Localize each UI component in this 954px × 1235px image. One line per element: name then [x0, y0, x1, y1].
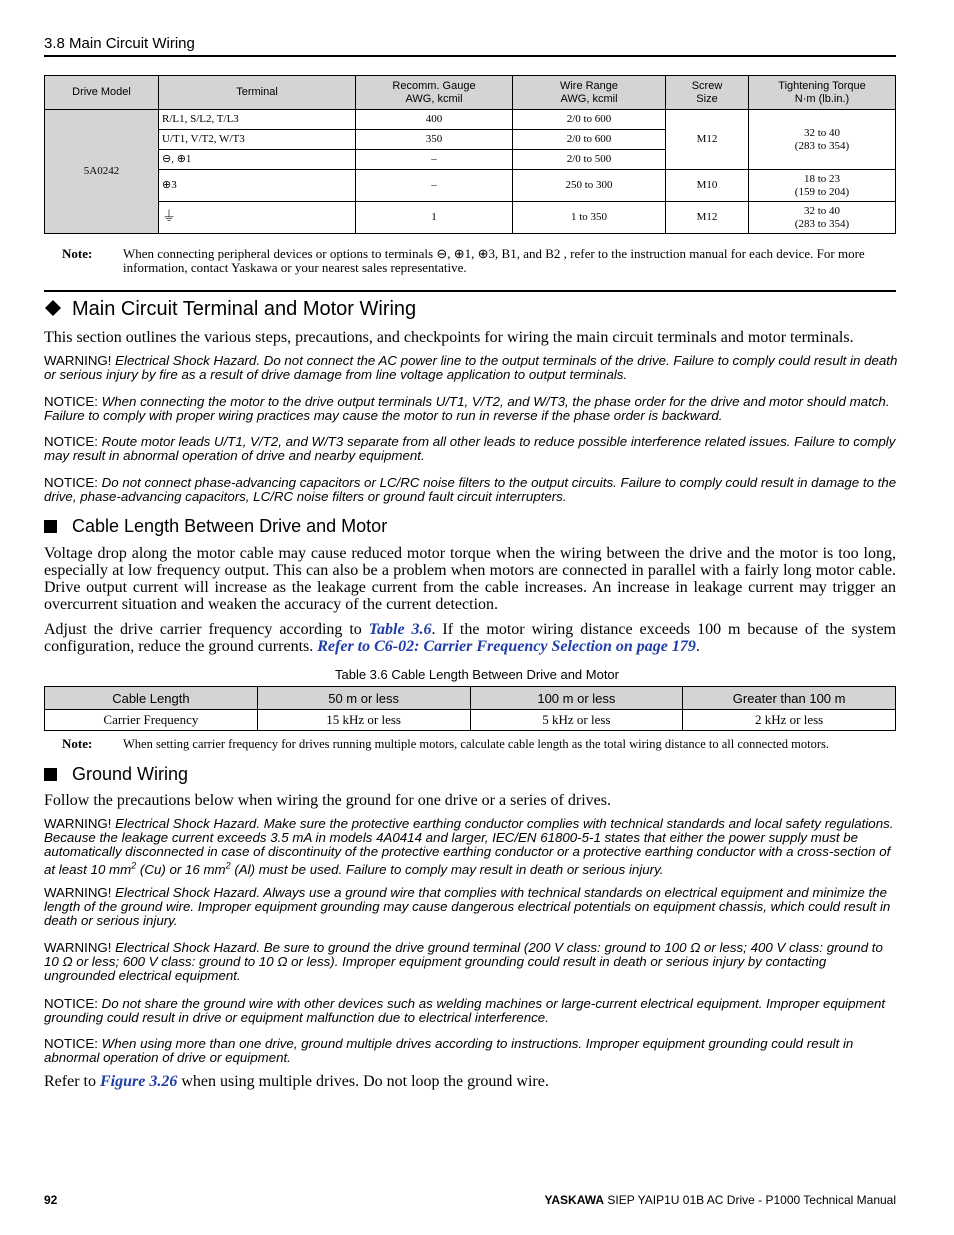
- notice-text: Route motor leads U/T1, V/T2, and W/T3 separate from all other leads to reduce possible interference related issues. Failure to comply may result in abnormal operation of drive and nearby equipment.: [44, 434, 896, 463]
- col-gauge: [356, 76, 513, 110]
- cell-100m: 5 kHz or less: [470, 710, 683, 731]
- gauge-cell: 1: [356, 202, 513, 234]
- drive-model-cell: 5A0242: [45, 110, 159, 234]
- col-cable-length: Cable Length: [45, 687, 258, 710]
- square-bullet-icon: [44, 768, 57, 781]
- torque-inlb: (283 to 354): [794, 217, 850, 230]
- col-drive-model: Drive Model: [45, 76, 159, 110]
- col-100m: 100 m or less: [470, 687, 683, 710]
- warning-text: [44, 816, 893, 877]
- torque-value: 32 to 40: [803, 204, 841, 217]
- row-label: Carrier Frequency: [45, 710, 258, 731]
- section-rule: [44, 290, 896, 292]
- warning-label: WARNING!: [44, 353, 112, 368]
- figure-3-26-link[interactable]: Figure 3.26: [99, 1073, 178, 1090]
- notice-block: [44, 1037, 898, 1065]
- table-header-row: [45, 687, 896, 710]
- ground-section-title: Ground Wiring: [72, 764, 189, 784]
- notice-label: NOTICE:: [44, 1036, 98, 1051]
- terminal-cell: ⊕3: [159, 170, 356, 202]
- cell-50m: 15 kHz or less: [257, 710, 470, 731]
- table-row: [45, 110, 896, 130]
- torque-line1: Tightening Torque: [778, 79, 866, 92]
- notice-text: Do not connect phase-advancing capacitors or LC/RC noise filters to the output circuits. Failure to comply could result in damage to the drive, phase-advancing capacitors, LC/RC noise filters or ground fault circuit interrupters.: [44, 475, 897, 504]
- header-rule: [44, 55, 896, 57]
- warning-text: Electrical Shock Hazard. Be sure to ground the drive ground terminal (200 V class: ground to 100 Ω or less; 400 V class: ground to 10 Ω or less; 600 V class: ground to 10 Ω or less). Improper equipment grounding could result in death or serious injury by contacting ungrounded electrical equipment.: [44, 940, 883, 983]
- footer-manual-title: [544, 1193, 896, 1207]
- superscript: 2: [131, 861, 137, 871]
- range-line1: Wire Range: [559, 79, 619, 92]
- ground-terminal-icon: ⏚: [159, 202, 356, 234]
- table-header-row: [45, 76, 896, 110]
- screw-cell: M12: [666, 202, 749, 234]
- c6-02-link[interactable]: Refer to C6-02: Carrier Frequency Selection on page 179: [317, 638, 696, 655]
- cable-para-1: Voltage drop along the motor cable may cause reduced motor torque when the wiring between the drive and the motor is too long, especially at low frequency output. This can also be a problem when motors are connected in parallel with a fairly long motor cable. Drive output current will increase as the leakage current from the cable increases. An increase in leakage current may trigger an overcurrent situation and weaken the accuracy of the current detection.: [44, 545, 896, 613]
- col-screw: [666, 76, 749, 110]
- torque-inlb: (283 to 354): [794, 139, 850, 152]
- page-number: 92: [44, 1193, 58, 1207]
- note-label: Note:: [62, 246, 93, 261]
- cable-para-2-b: . If the motor wiring distance exceeds 100 m because of the system configuration, reduce the ground currents.: [44, 621, 897, 655]
- col-50m: 50 m or less: [257, 687, 470, 710]
- table-row: [45, 202, 896, 234]
- superscript: 2: [225, 861, 231, 871]
- cable-section-heading: [44, 516, 387, 537]
- ground-intro: Follow the precautions below when wiring the ground for one drive or a series of drives.: [44, 792, 611, 809]
- gauge-cell: –: [356, 150, 513, 170]
- footer-manual: SIEP YAIP1U 01B AC Drive - P1000 Technical Manual: [604, 1193, 896, 1207]
- main-section-heading: [44, 298, 416, 321]
- main-section-title: Main Circuit Terminal and Motor Wiring: [72, 298, 417, 320]
- col-terminal: Terminal: [159, 76, 356, 110]
- notice-label: NOTICE:: [44, 996, 98, 1011]
- section-header-title: 3.8 Main Circuit Wiring: [44, 35, 195, 52]
- warning-block: [44, 817, 898, 877]
- cable-para-2: [44, 621, 896, 655]
- terminal-cell: U/T1, V/T2, W/T3: [159, 130, 356, 150]
- warning-block: [44, 354, 898, 382]
- warning-text-a: Electrical Shock Hazard. Make sure the protective earthing conductor complies with technical standards and local safety regulations. Because the leakage current exceeds 3.5 mA in models 4A0414 and larger, IEC/EN 61800-5-1 states that either the power supply must be automatically disconnected in case of discontinuity of the protective earthing conductor or a protective earthing conductor with a cross-section of at least 10 mm: [44, 816, 894, 878]
- ground-closing: [44, 1073, 896, 1090]
- torque-cell: [749, 110, 896, 170]
- cell-over-100m: 2 kHz or less: [683, 710, 896, 731]
- terminal-cell: R/L1, S/L2, T/L3: [159, 110, 356, 130]
- torque-inlb: (159 to 204): [794, 185, 850, 198]
- cable-length-table: [44, 686, 896, 731]
- notice-label: NOTICE:: [44, 394, 98, 409]
- gauge-line2: AWG, kcmil: [405, 92, 463, 105]
- terminal-cell: ⊖, ⊕1: [159, 150, 356, 170]
- range-cell: 1 to 350: [513, 202, 666, 234]
- torque-cell: [749, 202, 896, 234]
- notice-block: [44, 476, 898, 504]
- notice-block: [44, 435, 898, 463]
- range-cell: 2/0 to 600: [513, 130, 666, 150]
- cable-para-2-c: .: [695, 638, 700, 655]
- wire-spec-table: [44, 75, 896, 234]
- warning-label: WARNING!: [44, 885, 112, 900]
- gauge-line1: Recomm. Gauge: [392, 79, 476, 92]
- screw-line1: Screw: [691, 79, 723, 92]
- table-row: [45, 710, 896, 731]
- table-3-6-link[interactable]: Table 3.6: [368, 621, 432, 638]
- torque-value: 18 to 23: [803, 172, 841, 185]
- warning-block: [44, 941, 898, 983]
- cable-section-title: Cable Length Between Drive and Motor: [72, 516, 388, 536]
- range-cell: 250 to 300: [513, 170, 666, 202]
- warning-text-c: (Al) must be used. Failure to comply may result in death or serious injury.: [230, 862, 664, 878]
- warning-block: [44, 886, 898, 928]
- notice-block: [44, 395, 898, 423]
- screw-line2: Size: [696, 92, 718, 105]
- notice-label: NOTICE:: [44, 475, 98, 490]
- ground-section-heading: [44, 764, 188, 785]
- torque-cell: [749, 170, 896, 202]
- warning-text-b: (Cu) or 16 mm: [136, 862, 226, 878]
- diamond-icon: [44, 299, 62, 317]
- torque-line2: N·m (lb.in.): [794, 92, 850, 105]
- screw-cell: M12: [666, 110, 749, 170]
- col-over-100m: Greater than 100 m: [683, 687, 896, 710]
- table-row: [45, 170, 896, 202]
- gauge-cell: 400: [356, 110, 513, 130]
- screw-cell: M10: [666, 170, 749, 202]
- range-cell: 2/0 to 500: [513, 150, 666, 170]
- warning-label: WARNING!: [44, 940, 112, 955]
- notice-label: NOTICE:: [44, 434, 98, 449]
- table-caption: Table 3.6 Cable Length Between Drive and Motor: [334, 667, 619, 682]
- closing-b: when using multiple drives. Do not loop the ground wire.: [177, 1073, 549, 1090]
- note-text: When setting carrier frequency for drives running multiple motors, calculate cable length as the total wiring distance to all connected motors.: [123, 737, 830, 751]
- cable-para-2-a: Adjust the drive carrier frequency according to: [44, 621, 369, 638]
- warning-text: Electrical Shock Hazard. Do not connect the AC power line to the output terminals of the drive. Failure to comply could result in death or serious injury by fire as a result of drive damage from line voltage application to output terminals.: [44, 353, 898, 382]
- warning-label: WARNING!: [44, 816, 112, 831]
- gauge-cell: 350: [356, 130, 513, 150]
- square-bullet-icon: [44, 520, 57, 533]
- col-range: [513, 76, 666, 110]
- col-torque: [749, 76, 896, 110]
- note-text: When connecting peripheral devices or options to terminals ⊖, ⊕1, ⊕3, B1, and B2 , refer to the instruction manual for each device. For more information, contact Yaskawa or your nearest sales representative.: [123, 246, 865, 275]
- notice-block: [44, 997, 898, 1025]
- closing-a: Refer to: [44, 1073, 100, 1090]
- note-label: Note:: [62, 736, 93, 751]
- range-line2: AWG, kcmil: [560, 92, 618, 105]
- warning-text: Electrical Shock Hazard. Always use a ground wire that complies with technical standards on electrical equipment and minimize the length of the ground wire. Improper equipment grounding may cause dangerous electrical potentials on equipment chassis, which could result in death or serious injury.: [44, 885, 891, 928]
- torque-value: 32 to 40: [803, 126, 841, 139]
- notice-text: When connecting the motor to the drive output terminals U/T1, V/T2, and W/T3, the phase order for the drive and motor should match. Failure to comply with proper wiring practices may cause the motor to run in reverse if the phase order is backward.: [44, 394, 890, 423]
- notice-text: When using more than one drive, ground multiple drives according to instructions. Improper equipment grounding could result in abnormal operation of drive or equipment.: [44, 1036, 854, 1065]
- notice-text: Do not share the ground wire with other devices such as welding machines or large-current electrical equipment. Improper equipment grounding could result in drive or equipment malfunction due to electrical interference.: [44, 996, 886, 1025]
- range-cell: 2/0 to 600: [513, 110, 666, 130]
- footer-brand: YASKAWA: [544, 1193, 605, 1207]
- gauge-cell: –: [356, 170, 513, 202]
- main-section-intro: This section outlines the various steps, precautions, and checkpoints for wiring the main circuit terminals and motor terminals.: [44, 329, 854, 346]
